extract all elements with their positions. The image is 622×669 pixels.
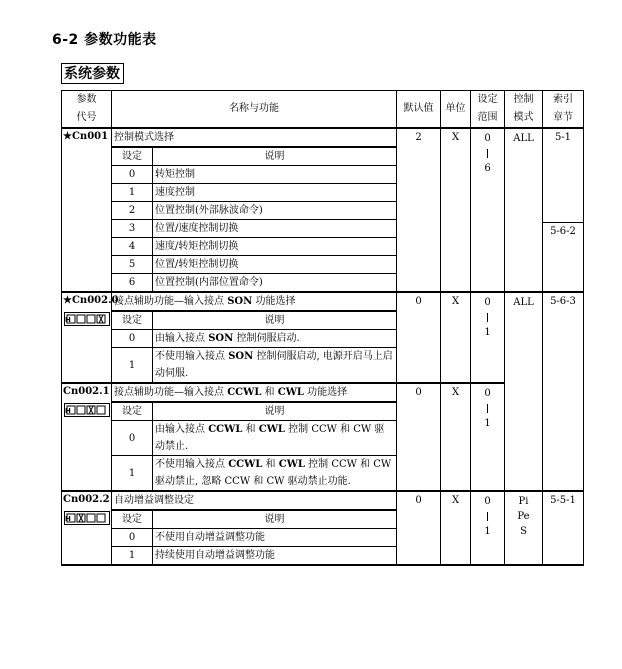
param-default: 0 — [397, 491, 441, 565]
setting-row: 0 由输入接点 CCWL 和 CWL 控制 CCW 和 CW 驱动禁止. — [112, 421, 396, 456]
setting-row: 6 位置控制(内部位置命令) — [112, 274, 396, 292]
setting-row: 1 速度控制 — [112, 184, 396, 202]
dip-switch-icon — [64, 403, 110, 417]
param-index: 5-6-3 — [543, 292, 584, 491]
settings-header: 设定 说明 — [112, 312, 396, 330]
parameter-table — [61, 90, 584, 566]
setting-row: 2 位置控制(外部脉波命令) — [112, 202, 396, 220]
header-mode: 控制 模式 — [505, 91, 543, 129]
param-description — [112, 383, 397, 491]
setting-row: 4 速度/转矩控制切换 — [112, 238, 396, 256]
param-index: 5-1 5-6-2 — [543, 128, 584, 292]
param-title: 自动增益调整设定 — [112, 492, 396, 510]
param-unit: X — [441, 292, 471, 383]
settings-header: 设定 说明 — [112, 511, 396, 529]
param-default: 2 — [397, 128, 441, 292]
param-code: Cn002.2 H — [62, 491, 112, 565]
param-range: 0 1 — [471, 491, 505, 565]
header-default: 默认值 — [397, 91, 441, 129]
param-range: 0 1 — [471, 292, 505, 383]
param-title: 控制模式选择 — [112, 129, 396, 147]
header-name: 名称与功能 — [112, 91, 397, 129]
section-title: 系统参数 — [61, 63, 124, 84]
header-index: 索引 章节 — [543, 91, 584, 129]
settings-table — [112, 402, 396, 490]
dip-switch-icon — [64, 312, 110, 326]
param-range: 0 1 — [471, 383, 505, 491]
settings-table — [112, 510, 396, 564]
param-description — [112, 128, 397, 292]
settings-header: 设定 说明 — [112, 148, 396, 166]
setting-row: 5 位置/转矩控制切换 — [112, 256, 396, 274]
param-row-cn001 — [62, 128, 584, 292]
table-header-row — [62, 91, 584, 129]
setting-row: 0 转矩控制 — [112, 166, 396, 184]
param-mode: ALL — [505, 292, 543, 491]
header-range: 设定 范围 — [471, 91, 505, 129]
param-unit: X — [441, 128, 471, 292]
chapter-heading: 6-2 参数功能表 — [52, 32, 157, 48]
param-code: ★Cn002.0 H — [62, 292, 112, 383]
param-default: 0 — [397, 383, 441, 491]
settings-header: 设定 说明 — [112, 403, 396, 421]
param-unit: X — [441, 383, 471, 491]
svg-text:H: H — [65, 515, 71, 523]
param-mode: Pi Pe S — [505, 491, 543, 565]
param-title: 接点辅助功能—输入接点 SON 功能选择 — [112, 293, 396, 311]
header-code: 参数 代号 — [62, 91, 112, 129]
settings-table — [112, 147, 396, 291]
dip-switch-icon — [64, 511, 110, 525]
param-description — [112, 292, 397, 383]
param-index: 5-5-1 — [543, 491, 584, 565]
setting-row: 1 不使用输入接点 SON 控制伺服启动, 电源开启马上启动伺服. — [112, 348, 396, 383]
param-description — [112, 491, 397, 565]
settings-table — [112, 311, 396, 382]
svg-text:H: H — [65, 407, 71, 415]
setting-row: 1 持续使用自动增益调整功能 — [112, 547, 396, 565]
param-row-cn002-0 — [62, 292, 584, 383]
param-range: 0 6 — [471, 128, 505, 292]
header-unit: 单位 — [441, 91, 471, 129]
setting-row: 1 不使用输入接点 CCWL 和 CWL 控制 CCW 和 CW 驱动禁止, 忽略 CCW 和 CW 驱动禁止功能. — [112, 456, 396, 491]
param-code: ★Cn001 — [62, 128, 112, 292]
svg-text:H: H — [65, 316, 71, 324]
param-mode: ALL — [505, 128, 543, 292]
param-code: Cn002.1 H — [62, 383, 112, 491]
param-default: 0 — [397, 292, 441, 383]
param-row-cn002-2 — [62, 491, 584, 565]
param-title: 接点辅助功能—输入接点 CCWL 和 CWL 功能选择 — [112, 384, 396, 402]
setting-row: 0 由输入接点 SON 控制伺服启动. — [112, 330, 396, 348]
setting-row: 0 不使用自动增益调整功能 — [112, 529, 396, 547]
param-unit: X — [441, 491, 471, 565]
setting-row: 3 位置/速度控制切换 — [112, 220, 396, 238]
